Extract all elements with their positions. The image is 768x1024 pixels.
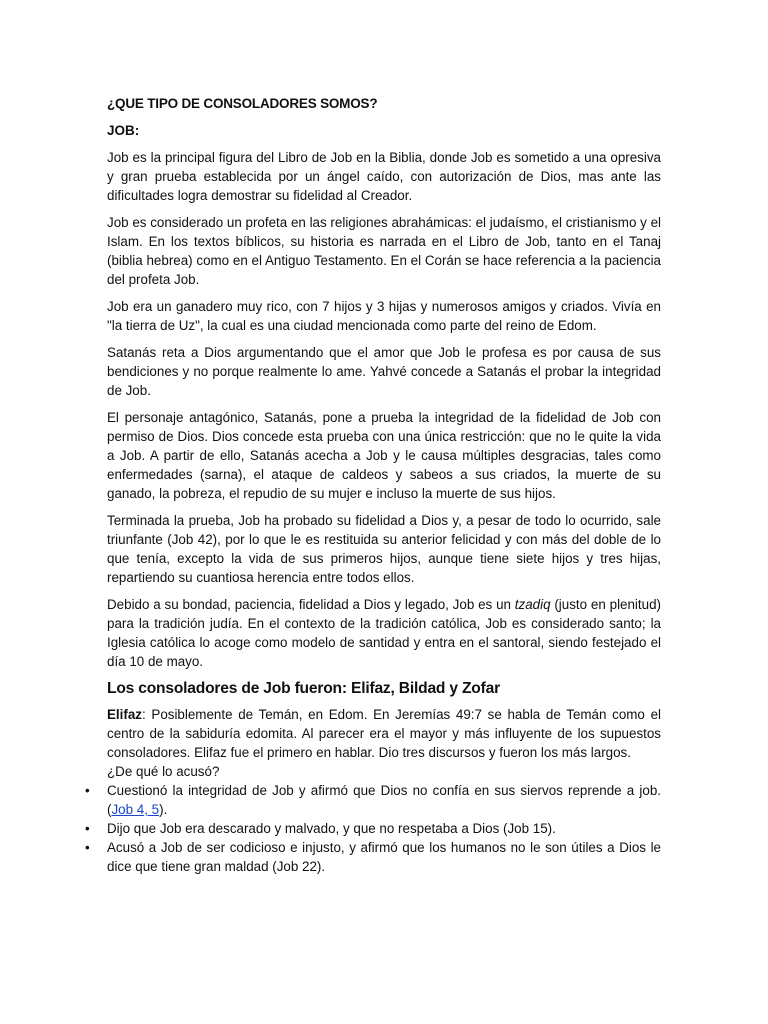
- paragraph-challenge: Satanás reta a Dios argumentando que el amor que Job le profesa es por causa de sus bendiciones y no porque realmente lo ame. Yahvé concede a Satanás el probar la integridad de Job.: [107, 345, 661, 398]
- bullet-icon: •: [85, 821, 90, 836]
- list-item-end: ).: [159, 802, 168, 817]
- list-item: [85, 819, 661, 838]
- paragraph-prophet: Job es considerado un profeta en las religiones abrahámicas: el judaísmo, el cristianismo y el Islam. En los textos bíblicos, su historia es narrada en el Libro de Job, tanto en el Tanaj (biblia hebrea) como en el Antiguo Testamento. En el Corán se hace referencia a la paciencia del profeta Job.: [107, 215, 661, 287]
- list-item-text: Acusó a Job de ser codicioso e injusto, y afirmó que los humanos no le son útiles a Dios le dice que tiene gran maldad (Job 22).: [107, 840, 661, 874]
- list-item-text: Dijo que Job era descarado y malvado, y que no respetaba a Dios (Job 15).: [107, 821, 556, 836]
- bullet-icon: •: [85, 840, 90, 855]
- paragraph-triumph: Terminada la prueba, Job ha probado su fidelidad a Dios y, a pesar de todo lo ocurrido, sale triunfante (Job 42), por lo que le es restituida su anterior felicidad y con más del doble de lo que tenía, excepto la vida de sus primeros hijos, aunque tiene siete hijos y tres hijas, repartiendo su cuantiosa herencia entre todos ellos.: [107, 513, 661, 585]
- document-title: ¿QUE TIPO DE CONSOLADORES SOMOS?: [107, 96, 378, 111]
- accusation-list: [85, 781, 661, 876]
- section-heading-comforters: Los consoladores de Job fueron: Elifaz, Bildad y Zofar: [107, 680, 500, 697]
- elifaz-name: Elifaz: [107, 707, 142, 722]
- elifaz-description: : Posiblemente de Temán, en Edom. En Jeremías 49:7 se habla de Temán como el centro de la sabiduría edomita. Al parecer era el mayor y más influyente de los supuestos consoladores. Elifaz fue el primero en hablar. Dio tres discursos y fueron los más largos.: [107, 707, 661, 760]
- list-item-text: Cuestionó la integridad de Job y afirmó que Dios no confía en sus siervos reprende a job. (: [107, 783, 661, 817]
- job-4-5-link[interactable]: Job 4, 5: [111, 802, 160, 817]
- document-subtitle: JOB:: [107, 123, 140, 138]
- paragraph-wealth: Job era un ganadero muy rico, con 7 hijos y 3 hijas y numerosos amigos y criados. Vivía en "la tierra de Uz", la cual es una ciudad mencionada como parte del reino de Edom.: [107, 299, 661, 333]
- bullet-icon: •: [85, 783, 90, 798]
- paragraph-trial: El personaje antagónico, Satanás, pone a prueba la integridad de la fidelidad de Job con permiso de Dios. Dios concede esta prueba con una única restricción: que no le quite la vida a Job. A partir de ello, Satanás acecha a Job y le causa múltiples desgracias, tales como enfermedades (sarna), el ataque de caldeos y sabeos a sus criados, la muerte de su ganado, la pobreza, el repudio de su mujer e incluso la muerte de sus hijos.: [107, 410, 661, 501]
- paragraph-tzadiq-after: (justo en plenitud) para la tradición judía. En el contexto de la tradición católica, Job es considerado santo; la Iglesia católica lo acoge como modelo de santidad y entra en el santoral, siendo festejado el día 10 de mayo.: [107, 597, 661, 669]
- paragraph-tzadiq-before: Debido a su bondad, paciencia, fidelidad a Dios y legado, Job es un: [107, 597, 515, 612]
- paragraph-elifaz: [107, 705, 661, 762]
- tzadiq-term: tzadiq: [514, 597, 551, 612]
- paragraph-tzadiq: [107, 595, 661, 671]
- list-item: [85, 838, 661, 876]
- elifaz-question: ¿De qué lo acusó?: [107, 764, 220, 779]
- list-item: [85, 781, 661, 819]
- document-body: [85, 94, 661, 876]
- paragraph-intro: Job es la principal figura del Libro de Job en la Biblia, donde Job es sometido a una opresiva y gran prueba establecida por un ángel caído, con autorización de Dios, mas ante las dificultades logra demostrar su fidelidad al Creador.: [107, 150, 661, 203]
